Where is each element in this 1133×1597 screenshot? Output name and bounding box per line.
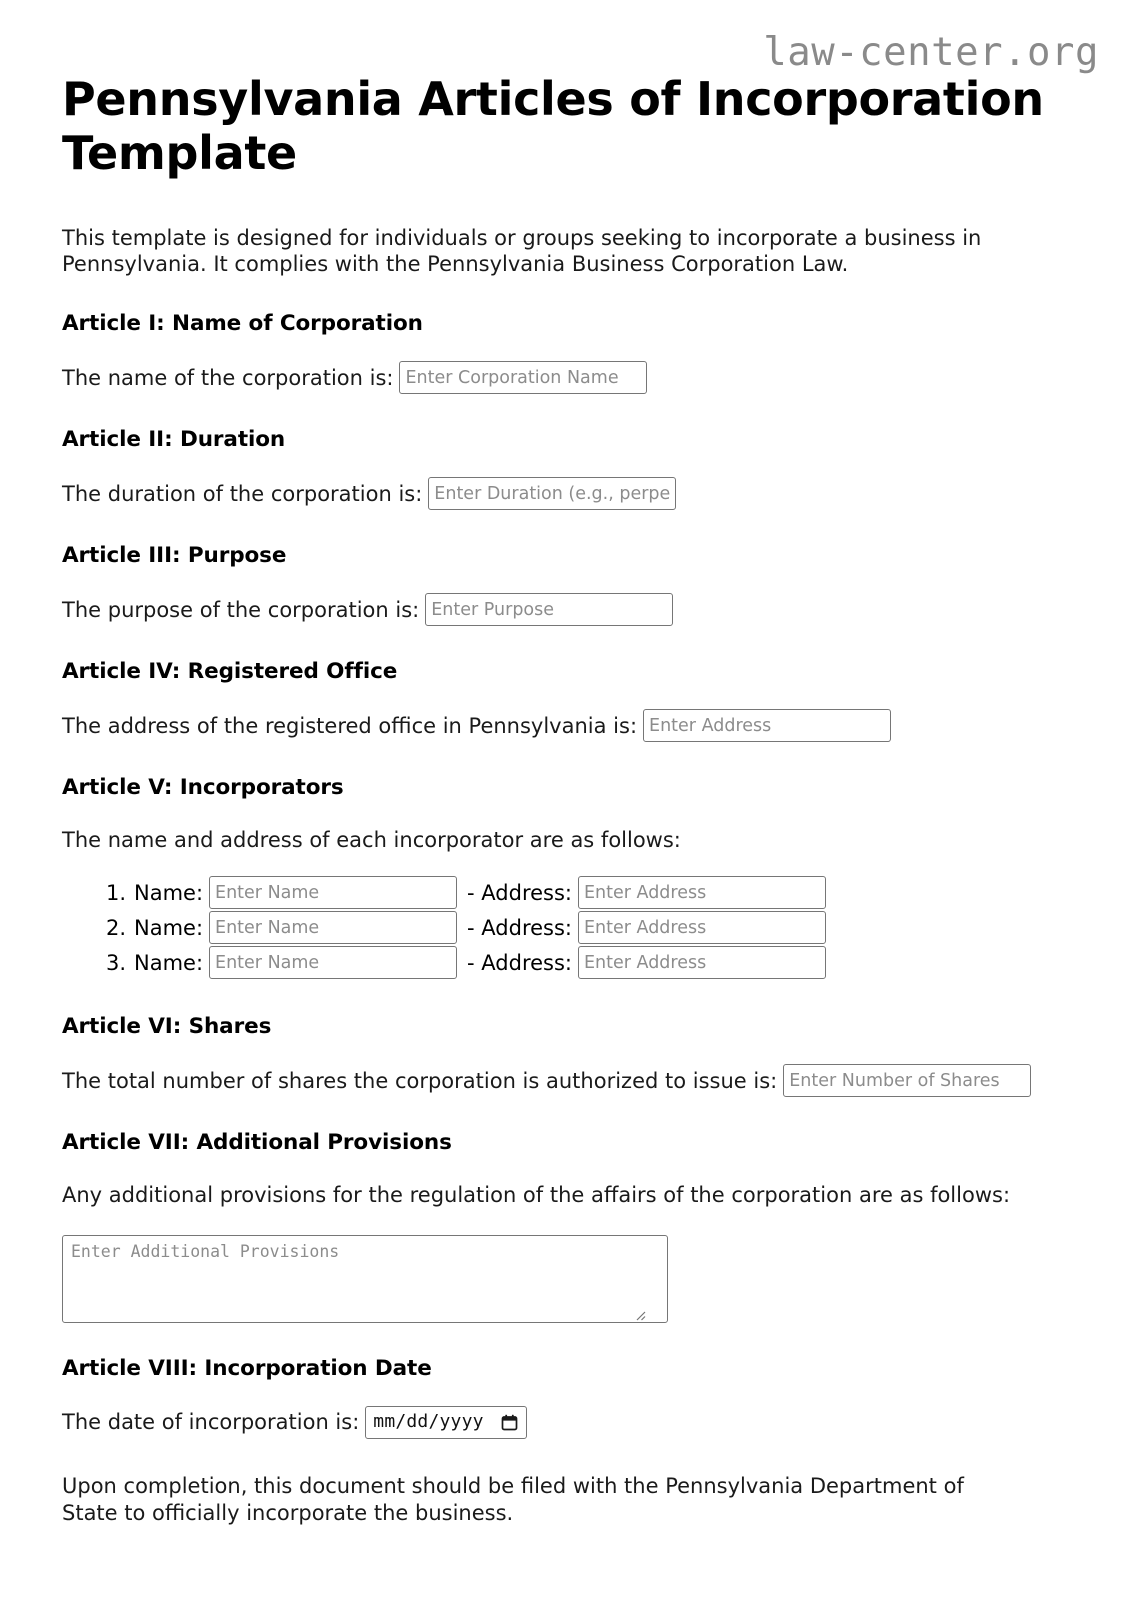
incorporator-address-label: - Address:	[467, 915, 572, 940]
date-format-text: mm/dd/yyyy	[373, 1411, 484, 1433]
article-2-label: The duration of the corporation is:	[62, 481, 423, 506]
incorporator-number: 1.	[105, 880, 126, 905]
article-8-heading: Article VIII: Incorporation Date	[62, 1356, 432, 1382]
article-4-field-row	[62, 684, 1071, 742]
article-6-heading: Article VI: Shares	[62, 1014, 272, 1040]
incorporators-list	[62, 854, 1071, 979]
closing-wrap	[62, 1439, 1022, 1527]
list-item	[62, 946, 1071, 979]
article-2-field-row	[62, 452, 1071, 510]
incorporator-2-address-input[interactable]	[578, 911, 826, 944]
closing-paragraph: Upon completion, this document should be filed with the Pennsylvania Department of State to officially incorporate the business.	[62, 1474, 964, 1525]
article-7-heading: Article VII: Additional Provisions	[62, 1130, 452, 1156]
duration-input[interactable]	[428, 477, 676, 510]
page-title: Pennsylvania Articles of Incorporation Template	[62, 72, 1044, 181]
article-4-label: The address of the registered office in Pennsylvania is:	[62, 713, 638, 738]
article-3-heading: Article III: Purpose	[62, 543, 287, 569]
article-5-lead: The name and address of each incorporator are as follows:	[62, 828, 681, 853]
incorporator-3-address-input[interactable]	[578, 946, 826, 979]
article-6-field-row	[62, 1039, 1071, 1097]
number-of-shares-input[interactable]	[783, 1064, 1031, 1097]
incorporator-3-name-input[interactable]	[209, 946, 457, 979]
article-3-field-row	[62, 568, 1071, 626]
article-3-label: The purpose of the corporation is:	[62, 597, 420, 622]
article-8-field-row	[62, 1381, 1071, 1439]
incorporator-name-label: Name:	[134, 880, 204, 905]
incorporator-1-address-input[interactable]	[578, 876, 826, 909]
list-item	[62, 911, 1071, 944]
intro-paragraph: This template is designed for individuals or groups seeking to incorporate a business in Pennsylvania. It complies with the Pennsylvania Business Corporation Law.	[62, 225, 982, 277]
incorporator-name-label: Name:	[134, 915, 204, 940]
article-2-heading: Article II: Duration	[62, 427, 286, 453]
incorporation-date-input[interactable]	[365, 1406, 526, 1439]
incorporator-address-label: - Address:	[467, 880, 572, 905]
additional-provisions-textarea[interactable]	[62, 1235, 668, 1323]
corporation-name-input[interactable]	[399, 361, 647, 394]
registered-office-address-input[interactable]	[643, 709, 891, 742]
incorporator-name-label: Name:	[134, 950, 204, 975]
article-1-field-row	[62, 336, 1071, 394]
bottom-spacer	[62, 1527, 1071, 1597]
article-1-label: The name of the corporation is:	[62, 365, 394, 390]
article-8-label: The date of incorporation is:	[62, 1410, 360, 1435]
article-6-label: The total number of shares the corporation is authorized to issue is:	[62, 1068, 778, 1093]
article-1-heading: Article I: Name of Corporation	[62, 311, 423, 337]
site-watermark: law-center.org	[763, 30, 1099, 75]
calendar-icon[interactable]	[501, 1414, 518, 1431]
article-5-heading: Article V: Incorporators	[62, 775, 344, 801]
article-4-heading: Article IV: Registered Office	[62, 659, 398, 685]
additional-provisions-wrap	[62, 1209, 650, 1323]
list-item	[62, 876, 1071, 909]
incorporator-1-name-input[interactable]	[209, 876, 457, 909]
incorporator-address-label: - Address:	[467, 950, 572, 975]
incorporator-number: 3.	[105, 950, 126, 975]
purpose-input[interactable]	[425, 593, 673, 626]
incorporator-number: 2.	[105, 915, 126, 940]
article-7-lead: Any additional provisions for the regulation of the affairs of the corporation are as follows:	[62, 1183, 1011, 1208]
incorporator-2-name-input[interactable]	[209, 911, 457, 944]
